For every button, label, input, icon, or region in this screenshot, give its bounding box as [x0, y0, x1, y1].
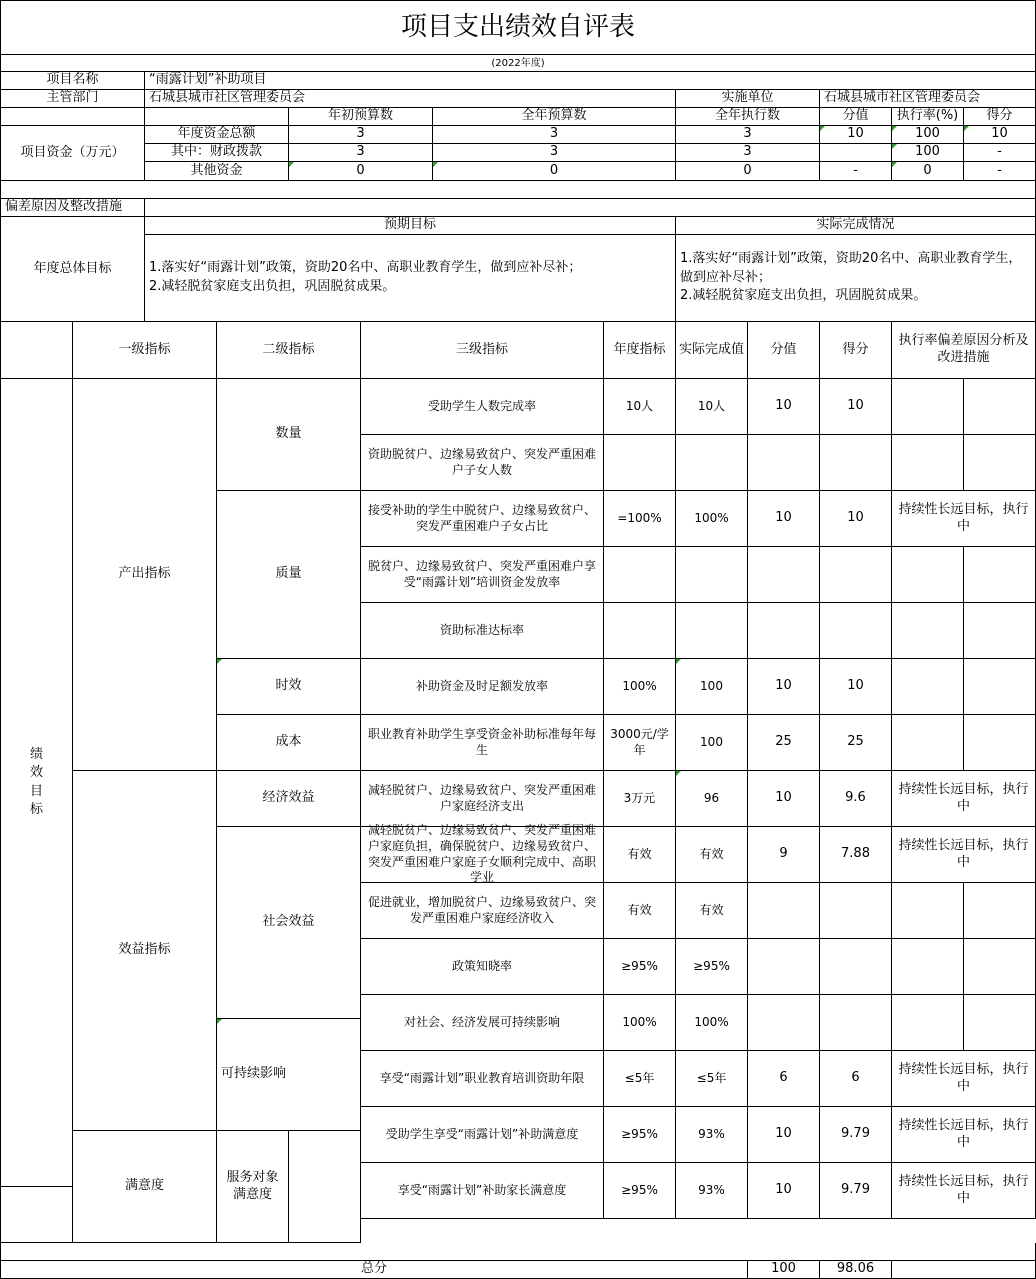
- level3-name: 受助学生人数完成率: [361, 379, 604, 435]
- fund-cell: 10: [820, 126, 892, 144]
- score-value: 6: [748, 1051, 820, 1107]
- fund-row-label: 其中：财政拨款: [145, 144, 289, 162]
- empty-cell: [892, 379, 964, 435]
- empty-cell: [892, 883, 964, 939]
- fund-cell: 10: [964, 126, 1036, 144]
- score-value: [748, 547, 820, 603]
- funds-label: 项目资金（万元）: [0, 126, 145, 181]
- got-value: 9.6: [820, 771, 892, 827]
- score-value: [748, 603, 820, 659]
- empty-cell: [964, 883, 1036, 939]
- score-value: 9: [748, 827, 820, 883]
- deviation-note: 持续性长远目标，执行中: [892, 771, 1036, 827]
- level2-social: 社会效益: [217, 827, 361, 1019]
- score-value: 10: [748, 659, 820, 715]
- fund-cell: 3: [289, 126, 433, 144]
- empty-cell: [892, 939, 964, 995]
- fund-cell: -: [820, 162, 892, 181]
- actual-value: [676, 603, 748, 659]
- annual-target: [604, 547, 676, 603]
- actual-value: 96: [676, 771, 748, 827]
- indicator-header: 年度指标: [604, 322, 676, 379]
- fund-header: 全年预算数: [433, 108, 676, 126]
- total-label: 总分: [0, 1261, 748, 1279]
- empty-cell: [964, 659, 1036, 715]
- annual-target: ≥95%: [604, 1107, 676, 1163]
- annual-goal-label: 年度总体目标: [0, 217, 145, 322]
- deviation-label: 偏差原因及整改措施: [0, 199, 145, 217]
- annual-target: [604, 435, 676, 491]
- empty-cell: [892, 715, 964, 771]
- project-name-value: “雨露计划”补助项目: [145, 72, 1036, 90]
- fund-row-label: 年度资金总额: [145, 126, 289, 144]
- empty-cell: [964, 379, 1036, 435]
- empty-cell: [892, 435, 964, 491]
- got-value: 10: [820, 379, 892, 435]
- year-note: (2022年度): [0, 55, 1036, 72]
- actual-value: 100: [676, 715, 748, 771]
- fund-cell: 3: [433, 144, 676, 162]
- deviation-note: 持续性长远目标，执行中: [892, 491, 1036, 547]
- level3-name: 资助标准达标率: [361, 603, 604, 659]
- empty-cell: [964, 435, 1036, 491]
- fund-cell: [820, 144, 892, 162]
- empty-cell: [964, 715, 1036, 771]
- deviation-note: 持续性长远目标，执行中: [892, 1051, 1036, 1107]
- score-value: [748, 995, 820, 1051]
- annual-target: [604, 603, 676, 659]
- level3-name: 脱贫户、边缘易致贫户、突发严重困难户享受“雨露计划”培训资金发放率: [361, 547, 604, 603]
- fund-cell: 0: [433, 162, 676, 181]
- annual-target: 10人: [604, 379, 676, 435]
- score-value: 25: [748, 715, 820, 771]
- annual-target: 100%: [604, 659, 676, 715]
- level2-timeliness: 时效: [217, 659, 361, 715]
- actual-value: 100%: [676, 491, 748, 547]
- actual-value: 10人: [676, 379, 748, 435]
- annual-target: 有效: [604, 827, 676, 883]
- empty-cell: [892, 995, 964, 1051]
- expected-header: 预期目标: [145, 217, 676, 235]
- annual-target: 100%: [604, 995, 676, 1051]
- level3-name: 资助脱贫户、边缘易致贫户、突发严重困难户子女人数: [361, 435, 604, 491]
- actual-value: 有效: [676, 827, 748, 883]
- level2-cost: 成本: [217, 715, 361, 771]
- fund-header: 得分: [964, 108, 1036, 126]
- level1-benefit: 效益指标: [73, 771, 217, 1131]
- deviation-note: 持续性长远目标，执行中: [892, 1163, 1036, 1219]
- empty-cell: [964, 939, 1036, 995]
- level2-economic: 经济效益: [217, 771, 361, 827]
- indicator-header: 分值: [748, 322, 820, 379]
- indicator-header: 一级指标: [73, 322, 217, 379]
- fund-header: 年初预算数: [289, 108, 433, 126]
- fund-cell: 3: [676, 126, 820, 144]
- fund-cell: -: [964, 144, 1036, 162]
- empty-cell: [964, 547, 1036, 603]
- fund-cell: 0: [289, 162, 433, 181]
- level3-name: 对社会、经济发展可持续影响: [361, 995, 604, 1051]
- fund-header: 全年执行数: [676, 108, 820, 126]
- impl-label: 实施单位: [676, 90, 820, 108]
- annual-target: 3万元: [604, 771, 676, 827]
- empty-cell: [964, 995, 1036, 1051]
- level2-quantity: 数量: [217, 379, 361, 491]
- score-value: [748, 939, 820, 995]
- got-value: [820, 603, 892, 659]
- score-value: 10: [748, 771, 820, 827]
- got-value: 9.79: [820, 1163, 892, 1219]
- actual-text: 1.落实好“雨露计划”政策，资助20名中、高职业教育学生，做到应补尽补； 2.减轻脱贫家庭支出负担，巩固脱贫成果。: [676, 235, 1036, 322]
- level3-name: 享受“雨露计划”补助家长满意度: [361, 1163, 604, 1219]
- fund-cell: 3: [289, 144, 433, 162]
- got-value: [820, 995, 892, 1051]
- actual-value: 93%: [676, 1107, 748, 1163]
- fund-header: 执行率(%): [892, 108, 964, 126]
- got-value: [820, 939, 892, 995]
- level2-quality: 质量: [217, 491, 361, 659]
- score-value: [748, 883, 820, 939]
- actual-value: ≤5年: [676, 1051, 748, 1107]
- deviation-note: 持续性长远目标，执行中: [892, 827, 1036, 883]
- project-name-label: 项目名称: [0, 72, 145, 90]
- annual-target: 有效: [604, 883, 676, 939]
- actual-header: 实际完成情况: [676, 217, 1036, 235]
- actual-value: ≥95%: [676, 939, 748, 995]
- level3-name: 受助学生享受“雨露计划”补助满意度: [361, 1107, 604, 1163]
- indicator-header: 得分: [820, 322, 892, 379]
- indicator-header: 二级指标: [217, 322, 361, 379]
- expected-text: 1.落实好“雨露计划”政策，资助20名中、高职业教育学生，做到应补尽补； 2.减轻脱贫家庭支出负担，巩固脱贫成果。: [145, 235, 676, 322]
- fund-cell: 3: [433, 126, 676, 144]
- annual-target: ≥95%: [604, 1163, 676, 1219]
- indicator-header: 实际完成值: [676, 322, 748, 379]
- fund-cell: 0: [892, 162, 964, 181]
- dept-label: 主管部门: [0, 90, 145, 108]
- fund-cell: 0: [676, 162, 820, 181]
- got-value: 25: [820, 715, 892, 771]
- actual-value: [676, 547, 748, 603]
- got-value: [820, 435, 892, 491]
- score-value: 10: [748, 1163, 820, 1219]
- empty-cell: [964, 603, 1036, 659]
- indicator-header: 三级指标: [361, 322, 604, 379]
- level3-name: 接受补助的学生中脱贫户、边缘易致贫户、突发严重困难户子女占比: [361, 491, 604, 547]
- level3-name: 减轻脱贫户、边缘易致贫户、突发严重困难户家庭负担，确保脱贫户、边缘易致贫户、突发严重困难户家庭子女顺利完成中、高职学业: [361, 827, 604, 883]
- empty-cell: [892, 547, 964, 603]
- fund-cell: 100: [892, 126, 964, 144]
- annual-target: =100%: [604, 491, 676, 547]
- actual-value: 100: [676, 659, 748, 715]
- fund-cell: 100: [892, 144, 964, 162]
- annual-target: ≤5年: [604, 1051, 676, 1107]
- level1-satisfaction: 满意度: [73, 1131, 217, 1243]
- fund-row-label: 其他资金: [145, 162, 289, 181]
- level3-name: 政策知晓率: [361, 939, 604, 995]
- page-title: 项目支出绩效自评表: [0, 0, 1036, 55]
- actual-value: [676, 435, 748, 491]
- fund-cell: -: [964, 162, 1036, 181]
- fund-header: 分值: [820, 108, 892, 126]
- empty-cell: [892, 659, 964, 715]
- impl-value: 石城县城市社区管理委员会: [820, 90, 1036, 108]
- level1-output: 产出指标: [73, 379, 217, 771]
- level3-name: 职业教育补助学生享受资金补助标准每年每生: [361, 715, 604, 771]
- deviation-note: 持续性长远目标，执行中: [892, 1107, 1036, 1163]
- level3-name: 促进就业，增加脱贫户、边缘易致贫户、突发严重困难户家庭经济收入: [361, 883, 604, 939]
- annual-target: 3000元/学年: [604, 715, 676, 771]
- got-value: 10: [820, 659, 892, 715]
- got-value: [820, 883, 892, 939]
- performance-goal-label: 绩效目标: [29, 747, 43, 817]
- got-value: [820, 547, 892, 603]
- total-got: 98.06: [820, 1261, 892, 1279]
- annual-target: ≥95%: [604, 939, 676, 995]
- level2-service-satisfaction: 服务对象满意度: [226, 1169, 279, 1202]
- level3-name: 享受“雨露计划”职业教育培训资助年限: [361, 1051, 604, 1107]
- actual-value: 100%: [676, 995, 748, 1051]
- fund-cell: 3: [676, 144, 820, 162]
- dept-value: 石城县城市社区管理委员会: [145, 90, 676, 108]
- got-value: 10: [820, 491, 892, 547]
- actual-value: 有效: [676, 883, 748, 939]
- total-score: 100: [748, 1261, 820, 1279]
- level3-name: 补助资金及时足额发放率: [361, 659, 604, 715]
- empty-cell: [892, 603, 964, 659]
- actual-value: 93%: [676, 1163, 748, 1219]
- score-value: 10: [748, 491, 820, 547]
- score-value: 10: [748, 1107, 820, 1163]
- score-value: [748, 435, 820, 491]
- got-value: 6: [820, 1051, 892, 1107]
- level2-sustainable: 可持续影响: [217, 1019, 361, 1131]
- level3-name: 减轻脱贫户、边缘易致贫户、突发严重困难户家庭经济支出: [361, 771, 604, 827]
- indicator-header: 执行率偏差原因分析及改进措施: [892, 322, 1036, 379]
- got-value: 7.88: [820, 827, 892, 883]
- score-value: 10: [748, 379, 820, 435]
- got-value: 9.79: [820, 1107, 892, 1163]
